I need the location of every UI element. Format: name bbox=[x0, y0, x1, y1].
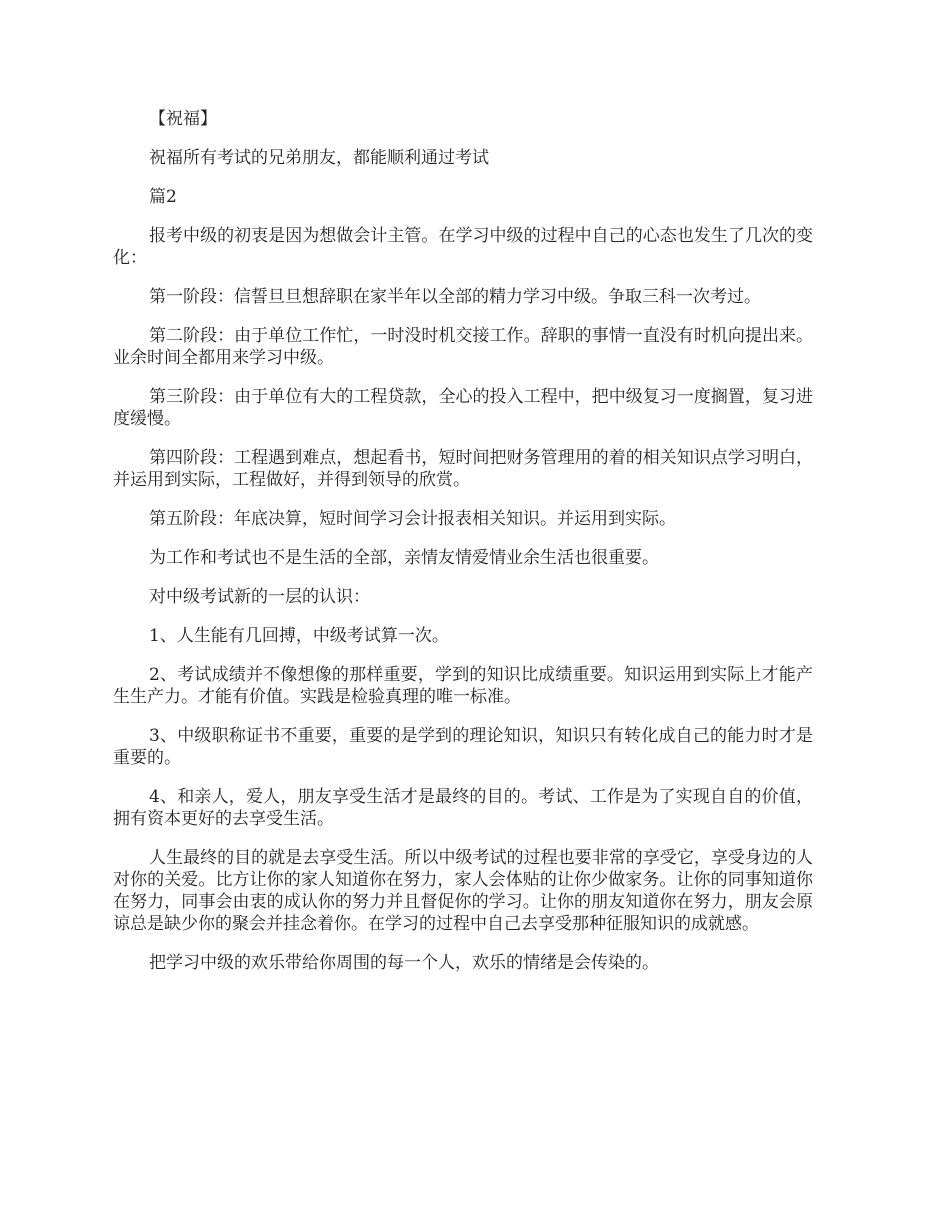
paragraph: 把学习中级的欢乐带给你周围的每一个人，欢乐的情绪是会传染的。 bbox=[149, 953, 659, 973]
paragraph: 对中级考试新的一层的认识： bbox=[149, 587, 370, 607]
paragraph: 第三阶段：由于单位有大的工程贷款，全心的投入工程中，把中级复习一度搁置，复习进度缓慢。 bbox=[113, 387, 813, 429]
blessing-text: 祝福所有考试的兄弟朋友，都能顺利通过考试 bbox=[149, 148, 489, 168]
paragraph: 人生最终的目的就是去享受生活。所以中级考试的过程也要非常的享受它，享受身边的人对你的关爱。比方让你的家人知道你在努力，家人会体贴的让你少做家务。让你的同事知道你在努力，同事会由衷的成认你的努力并且督促你的学习。让你的朋友知道你在努力，朋友会原谅总是缺少你的聚会并挂念着你。在学习的过程中自己去享受那种征服知识的成就感。 bbox=[113, 848, 813, 934]
list-item: 3、中级职称证书不重要，重要的是学到的理论知识，知识只有转化成自己的能力时才是重要的。 bbox=[113, 726, 813, 768]
document-body bbox=[113, 108, 813, 991]
paragraph: 为工作和考试也不是生活的全部，亲情友情爱情业余生活也很重要。 bbox=[149, 548, 659, 568]
paragraph: 第四阶段：工程遇到难点，想起看书，短时间把财务管理用的着的相关知识点学习明白，并运用到实际，工程做好，并得到领导的欣赏。 bbox=[113, 448, 813, 490]
chapter-label: 篇2 bbox=[149, 187, 177, 207]
paragraph: 第一阶段：信誓旦旦想辞职在家半年以全部的精力学习中级。争取三科一次考过。 bbox=[149, 287, 761, 307]
list-item: 2、考试成绩并不像想像的那样重要，学到的知识比成绩重要。知识运用到实际上才能产生生产力。才能有价值。实践是检验真理的唯一标准。 bbox=[113, 665, 813, 707]
list-item: 4、和亲人，爱人，朋友享受生活才是最终的目的。考试、工作是为了实现自自的价值，拥有资本更好的去享受生活。 bbox=[113, 787, 813, 829]
section-heading: 【祝福】 bbox=[149, 109, 217, 129]
paragraph: 第二阶段：由于单位工作忙，一时没时机交接工作。辞职的事情一直没有时机向提出来。业余时间全都用来学习中级。 bbox=[113, 326, 813, 368]
list-item: 1、人生能有几回搏，中级考试算一次。 bbox=[149, 626, 449, 646]
paragraph: 第五阶段：年底决算，短时间学习会计报表相关知识。并运用到实际。 bbox=[149, 509, 676, 529]
paragraph: 报考中级的初衷是因为想做会计主管。在学习中级的过程中自己的心态也发生了几次的变化： bbox=[113, 226, 813, 268]
